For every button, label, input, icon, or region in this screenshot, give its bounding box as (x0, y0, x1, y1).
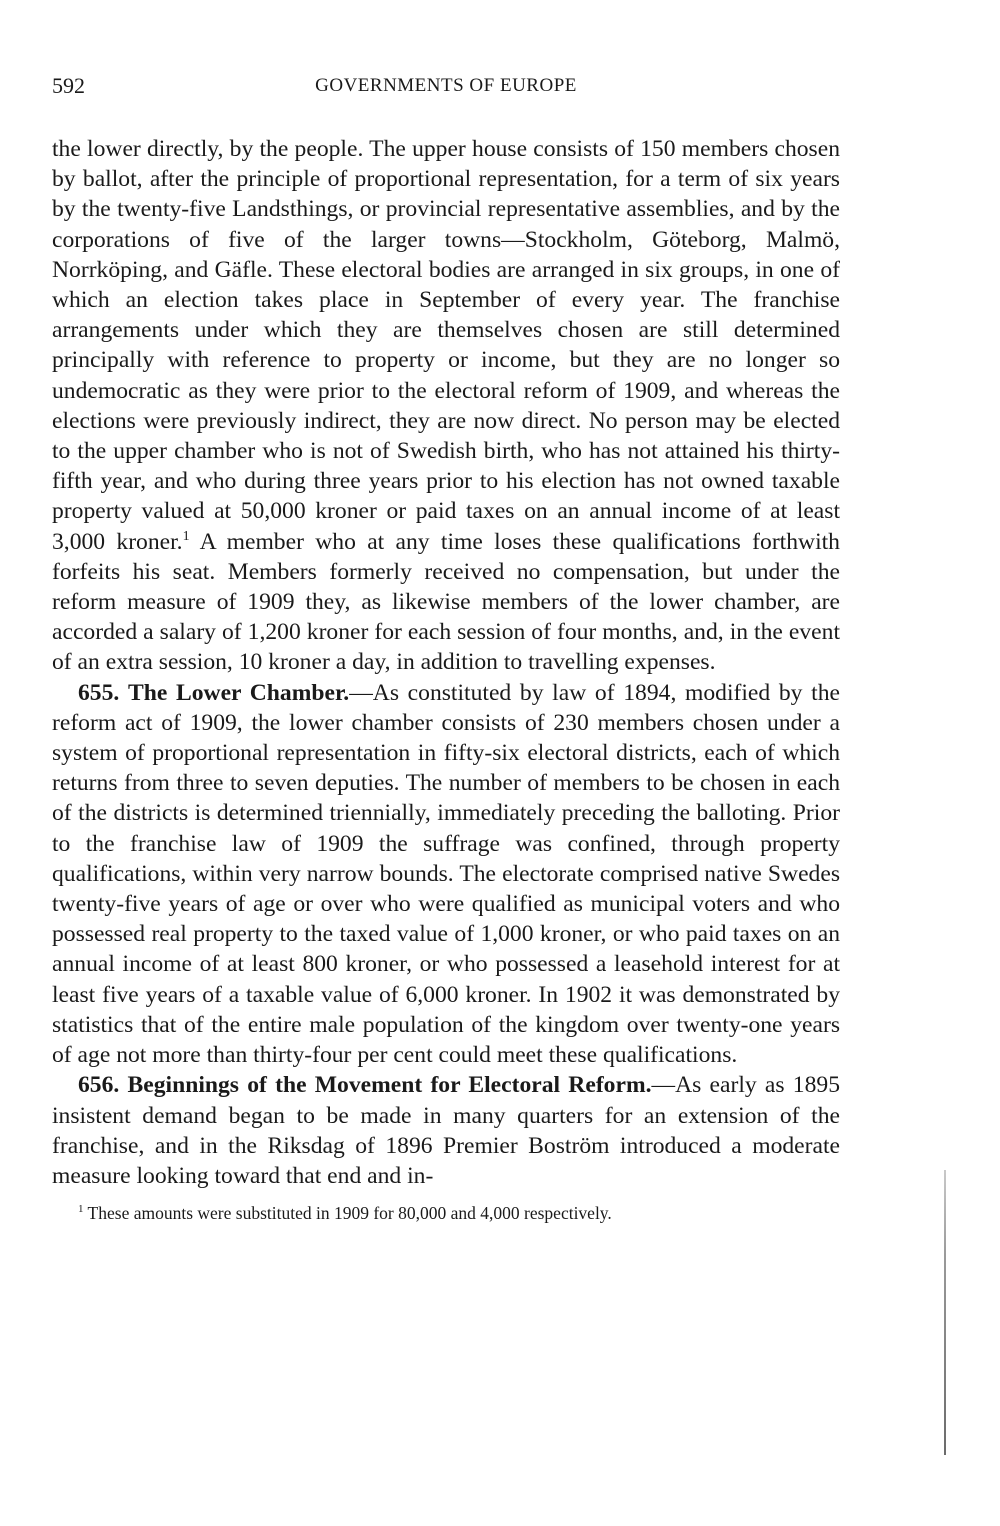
running-head (52, 68, 840, 104)
paragraph-text-continued: A member who at any time loses these qualifications forthwith forfeits his seat. Members formerly received no compensation, but under the reform measure of 1909 they, as likewise members of the lower chamber, are accorded a salary of 1,200 kroner for each session of four months, and, in the event of an extra session, 10 kroner a day, in addition to travelling expenses. (52, 528, 840, 676)
running-title: GOVERNMENTS OF EUROPE (315, 75, 577, 96)
footnote-marker: 1 (78, 1203, 84, 1216)
section-number: 655. (78, 679, 120, 706)
section-656 (52, 1070, 840, 1191)
footnote-reference: 1 (182, 528, 190, 544)
footnote (52, 1201, 840, 1225)
section-655 (52, 678, 840, 1071)
book-page (52, 68, 840, 1225)
body-text (52, 134, 840, 1225)
page-number: 592 (52, 73, 85, 98)
section-title: Beginnings of the Movement for Electoral Reform. (127, 1072, 652, 1099)
margin-scan-line (944, 1170, 946, 1455)
paragraph-text: the lower directly, by the people. The upper house consists of 150 members chosen by ballot, after the principle of proportional representation, for a term of six years by the twenty-five Landsthings, or provincial representative assemblies, and by the corporations of five of the larger towns—Stockholm, Göteborg, Malmö, Norrköping, and Gäfle. These electoral bodies are arranged in six groups, in one of which an election takes place in September of every year. The franchise arrangements under which they are themselves chosen are still determined principally with reference to property or income, but they are no longer so undemocratic as they were prior to the electoral reform of 1909, and whereas the elections were previously indirect, they are now direct. No person may be elected to the upper chamber who is not of Swedish birth, who has not attained his thirty-fifth year, and who during three years prior to his election has not owned taxable property valued at 50,000 kroner or paid taxes on an annual income of at least 3,000 kroner. (52, 136, 840, 555)
section-number: 656. (78, 1072, 120, 1099)
footnote-text: These amounts were substituted in 1909 for 80,000 and 4,000 respectively. (83, 1203, 612, 1224)
paragraph-upper-house (52, 134, 840, 678)
section-text: —As early as 1895 insistent demand began to be made in many quarters for an extension of the franchise, and in the Riksdag of 1896 Premier Boström introduced a moderate measure looking toward that end and in- (52, 1072, 840, 1189)
section-title: The Lower Chamber. (127, 679, 350, 706)
section-text: —As constituted by law of 1894, modified by the reform act of 1909, the lower chamber consists of 230 members chosen under a system of proportional representation in fifty-six electoral districts, each of which returns from three to seven deputies. The number of members to be chosen in each of the districts is determined triennially, immediately preceding the balloting. Prior to the franchise law of 1909 the suffrage was confined, through property qualifications, within very narrow bounds. The electorate comprised native Swedes twenty-five years of age or over who were qualified as municipal voters and who possessed real property to the taxed value of 1,000 kroner, or who paid taxes on an annual income of at least 800 kroner, or who possessed a leasehold interest for at least five years of a taxable value of 6,000 kroner. In 1902 it was demonstrated by statistics that of the entire male population of the kingdom over twenty-one years of age not more than thirty-four per cent could meet these qualifications. (52, 679, 840, 1069)
